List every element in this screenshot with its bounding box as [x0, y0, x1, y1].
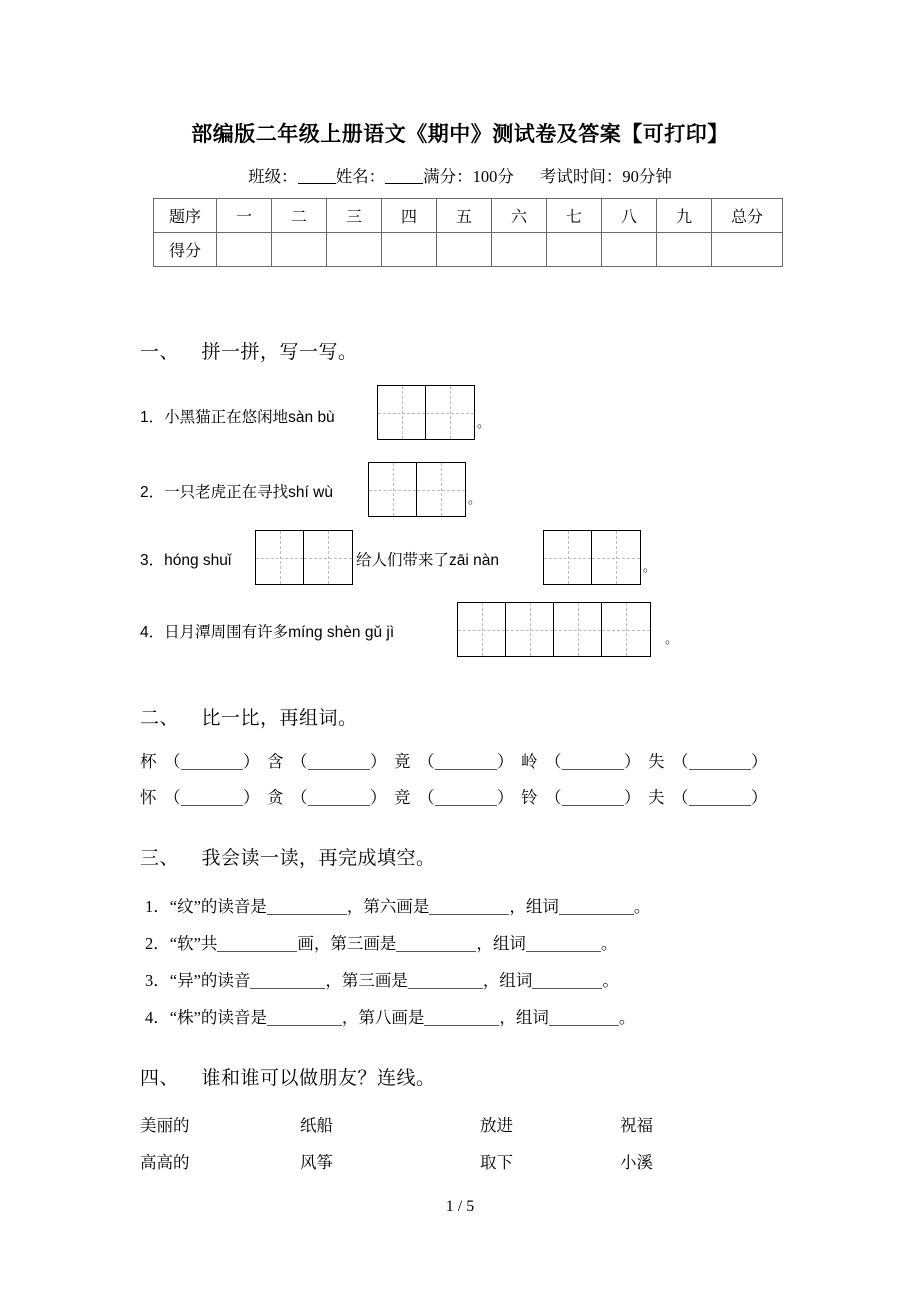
q2-text-after: 。 [468, 491, 482, 506]
s3-q2-p1: “软”共 [169, 934, 218, 953]
section-three-question-4 [145, 1004, 635, 1028]
match-item-r1c2[interactable]: 纸船 [300, 1116, 333, 1135]
char-1-4: 岭 [521, 752, 538, 771]
score-cell-3[interactable] [327, 233, 382, 267]
s3-q2-p3: ，组词 [476, 934, 526, 953]
section-three-heading [140, 843, 436, 870]
answer-blank[interactable] [435, 769, 497, 770]
section-two-title: 比一比，再组词。 [201, 708, 358, 729]
section-four-heading [140, 1063, 436, 1090]
q3-pinyin-a: hóng shuǐ [164, 552, 232, 569]
q2-text-before: 一只老虎正在寻找 [164, 484, 289, 501]
answer-blank[interactable] [526, 951, 601, 952]
s3-q3-p1: “异”的读音 [169, 971, 251, 990]
s3-q3-p2: ，第三画是 [325, 971, 408, 990]
match-item-r2c1[interactable]: 高高的 [140, 1153, 190, 1172]
char-1-2: 含 [267, 752, 284, 771]
answer-blank[interactable] [562, 805, 624, 806]
score-cell-9[interactable] [657, 233, 712, 267]
q4-index: 4． [140, 624, 165, 641]
grid-cell[interactable] [554, 603, 602, 656]
match-item-r2c4[interactable]: 小溪 [620, 1153, 653, 1172]
s3-q1-p4: 。 [633, 897, 651, 916]
char-2-1: 怀 [140, 788, 157, 807]
col-header-5: 五 [437, 199, 492, 233]
q4-text-before: 日月潭周围有许多 [164, 624, 289, 641]
section-one-question-4 [140, 620, 394, 642]
score-cell-total[interactable] [712, 233, 783, 267]
q2-index: 2． [140, 484, 165, 501]
table-row-scores [154, 233, 783, 267]
answer-blank[interactable] [267, 1025, 342, 1026]
grid-cell[interactable] [458, 603, 506, 656]
q3-writing-grid-a[interactable] [255, 530, 353, 585]
q1-index: 1． [140, 409, 165, 426]
section-three-number: 三、 [140, 848, 180, 869]
col-header-2: 二 [272, 199, 327, 233]
section-four-title: 谁和谁可以做朋友？连线。 [201, 1068, 436, 1089]
table-row-header [154, 199, 783, 233]
s3-q3-index: 3． [145, 971, 170, 990]
s3-q3-p4: 。 [602, 971, 619, 990]
col-header-7: 七 [547, 199, 602, 233]
section-three-question-3 [145, 967, 619, 991]
page-title: 部编版二年级上册语文《期中》测试卷及答案【可打印】 [191, 123, 729, 146]
section-two-row-2: 怀 （ ） 贪 （ ） 竞 （ ） 铃 （ ） 夫 （ ） [140, 788, 768, 807]
s3-q2-index: 2． [145, 934, 170, 953]
q4-text-after: 。 [665, 631, 679, 646]
answer-blank[interactable] [181, 805, 243, 806]
class-label: 班级： [248, 167, 298, 186]
grid-cell[interactable] [417, 463, 465, 516]
q4-writing-grid[interactable] [457, 602, 651, 657]
q3-writing-grid-b[interactable] [543, 530, 641, 585]
col-header-total: 总分 [712, 199, 783, 233]
score-cell-7[interactable] [547, 233, 602, 267]
section-one-number: 一、 [140, 342, 180, 363]
answer-blank[interactable] [689, 805, 751, 806]
score-table [153, 198, 783, 267]
col-header-3: 三 [327, 199, 382, 233]
exam-info-line [0, 163, 920, 187]
match-item-r2c3[interactable]: 取下 [480, 1153, 513, 1172]
section-one-heading [140, 337, 358, 364]
s3-q4-index: 4． [145, 1008, 170, 1027]
section-three-question-1 [145, 893, 650, 917]
grid-cell[interactable] [304, 531, 352, 584]
s3-q1-p3: ，组词 [509, 897, 559, 916]
match-item-r1c1[interactable]: 美丽的 [140, 1116, 190, 1135]
section-one-question-3-index [140, 548, 231, 570]
q1-pinyin: sàn bù [288, 409, 335, 426]
q3-middle-label: 给人们带来了 [356, 552, 450, 569]
section-three-title: 我会读一读，再完成填空。 [201, 848, 436, 869]
char-2-5: 夫 [648, 788, 665, 807]
answer-blank[interactable] [396, 951, 476, 952]
score-cell-6[interactable] [492, 233, 547, 267]
grid-cell[interactable] [256, 531, 304, 584]
q4-pinyin: míng shèn gǔ jì [288, 624, 395, 641]
grid-cell[interactable] [369, 463, 417, 516]
score-cell-4[interactable] [382, 233, 437, 267]
col-header-4: 四 [382, 199, 437, 233]
answer-blank[interactable] [435, 805, 497, 806]
answer-blank[interactable] [408, 988, 483, 989]
char-2-2: 贪 [267, 788, 284, 807]
q1-writing-grid[interactable] [377, 385, 475, 440]
grid-cell[interactable] [544, 531, 592, 584]
answer-blank[interactable] [308, 805, 370, 806]
s3-q4-p2: ，第八画是 [341, 1008, 425, 1027]
section-two-row-1: 杯 （ ） 含 （ ） 竟 （ ） 岭 （ ） 失 （ ） [140, 752, 768, 771]
q3-index: 3． [140, 552, 165, 569]
char-1-3: 竟 [394, 752, 411, 771]
section-two-heading [140, 703, 358, 730]
grid-cell[interactable] [378, 386, 426, 439]
char-1-5: 失 [648, 752, 665, 771]
col-header-6: 六 [492, 199, 547, 233]
answer-blank[interactable] [308, 769, 370, 770]
name-label: 姓名： [335, 167, 386, 186]
char-1-1: 杯 [140, 752, 157, 771]
grid-cell[interactable] [426, 386, 474, 439]
s3-q4-p3: ，组词 [499, 1008, 549, 1027]
col-header-9: 九 [657, 199, 712, 233]
answer-blank[interactable] [559, 914, 634, 915]
total-score-label: 满分：100分 [423, 167, 514, 186]
q1-text-after: 。 [477, 415, 491, 430]
s3-q2-p2: 画，第三画是 [297, 934, 397, 953]
section-one-question-1 [140, 405, 335, 427]
q3-text-after: 。 [643, 559, 657, 574]
answer-blank[interactable] [267, 914, 347, 915]
section-one-title: 拼一拼，写一写。 [201, 342, 358, 363]
row-label-question-order: 题序 [154, 199, 217, 233]
answer-blank[interactable] [181, 769, 243, 770]
s3-q4-p4: 。 [618, 1008, 636, 1027]
grid-cell[interactable] [602, 603, 650, 656]
row-label-score: 得分 [154, 233, 217, 267]
grid-cell[interactable] [592, 531, 640, 584]
match-item-r1c4[interactable]: 祝福 [620, 1116, 653, 1135]
s3-q1-p1: “纹”的读音是 [169, 897, 267, 916]
section-three-question-2 [145, 930, 617, 954]
answer-blank[interactable] [217, 951, 297, 952]
answer-blank[interactable] [689, 769, 751, 770]
answer-blank[interactable] [429, 914, 509, 915]
s3-q1-index: 1． [145, 897, 170, 916]
grid-cell[interactable] [506, 603, 554, 656]
section-one-question-2 [140, 480, 333, 502]
answer-blank[interactable] [532, 988, 602, 989]
match-item-r2c2[interactable]: 风筝 [300, 1153, 333, 1172]
q1-text-before: 小黑猫正在悠闲地 [164, 409, 289, 426]
answer-blank[interactable] [250, 988, 325, 989]
q2-pinyin: shí wù [288, 484, 333, 501]
col-header-1: 一 [217, 199, 272, 233]
match-item-r1c3[interactable]: 放进 [480, 1116, 513, 1135]
score-cell-1[interactable] [217, 233, 272, 267]
class-blank[interactable] [298, 183, 336, 184]
s3-q2-p4: 。 [600, 934, 618, 953]
score-cell-5[interactable] [437, 233, 492, 267]
s3-q1-p2: ，第六画是 [346, 897, 430, 916]
s3-q4-p1: “株”的读音是 [169, 1008, 267, 1027]
answer-blank[interactable] [549, 1025, 619, 1026]
q3-pinyin-b: zāi nàn [449, 552, 499, 569]
answer-blank[interactable] [424, 1025, 499, 1026]
section-four-number: 四、 [140, 1068, 180, 1089]
s3-q3-p3: ，组词 [482, 971, 533, 990]
page-number-footer: 1 / 5 [445, 1198, 475, 1215]
name-blank[interactable] [385, 183, 423, 184]
char-2-3: 竞 [394, 788, 411, 807]
col-header-8: 八 [602, 199, 657, 233]
score-cell-2[interactable] [272, 233, 327, 267]
q2-writing-grid[interactable] [368, 462, 466, 517]
exam-time-label: 考试时间：90分钟 [539, 167, 672, 186]
section-two-number: 二、 [140, 708, 180, 729]
answer-blank[interactable] [562, 769, 624, 770]
score-cell-8[interactable] [602, 233, 657, 267]
q3-text-middle [356, 548, 499, 570]
char-2-4: 铃 [521, 788, 538, 807]
